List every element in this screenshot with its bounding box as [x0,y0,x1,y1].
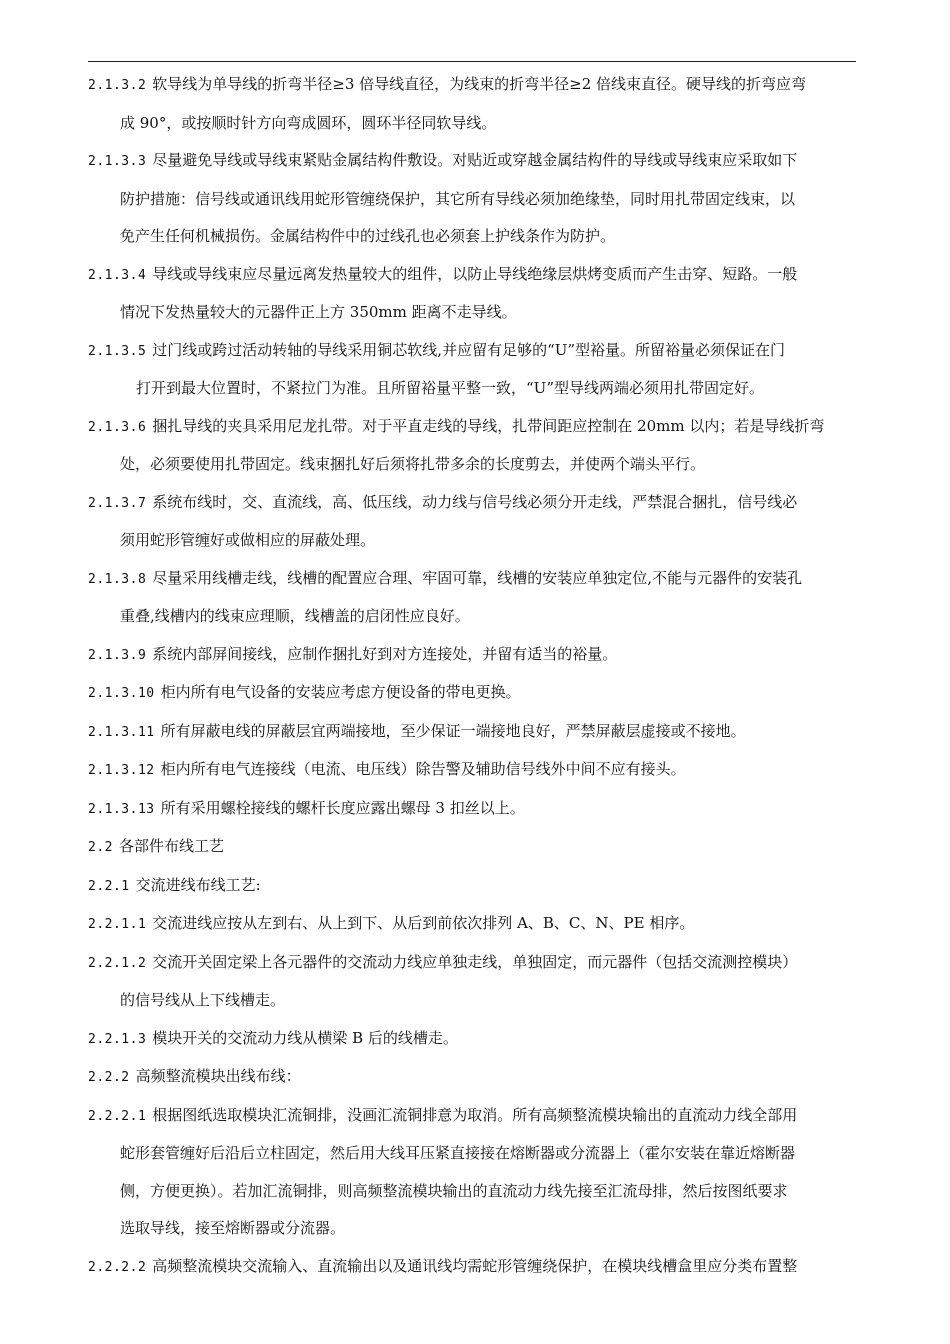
clause-text: 导线或导线束应尽量远离发热量较大的组件，以防止导线绝缘层烘烤变质而产生击穿、短路。一般 [152,264,798,283]
clause-text-continuation: 情况下发热量较大的元器件正上方 350mm 距离不走导线。 [120,303,517,321]
header-rule [88,61,856,62]
clause-2-1-3-6 [88,408,888,484]
clause-text: 软导线为单导线的折弯半径≥3 倍导线直径，为线束的折弯半径≥2 倍线束直径。硬导线的折弯应弯 [152,75,807,93]
clause-text-continuation: 重叠,线槽内的线束应理顺，线槽盖的启闭性应良好。 [120,607,470,625]
clause-2-2-1-2 [88,944,888,1020]
clause-text-continuation: 防护措施：信号线或通讯线用蛇形管缠绕保护，其它所有导线必须加绝缘垫，同时用扎带固定线束，以 [120,189,796,208]
clause-2-1-3-5 [88,332,888,408]
clause-number: 2.1.3.10 [88,686,155,701]
clause-2-2-2-1 [88,1097,888,1248]
clause-number: 2.2.1.3 [88,1031,147,1047]
clause-text: 所有采用螺栓接线的螺杆长度应露出螺母 3 扣丝以上。 [160,798,525,817]
clause-text-continuation: 处，必须要使用扎带固定。线束捆扎好后须将扎带多余的长度剪去，并使两个端头平行。 [120,455,706,473]
clause-text: 交流进线应按从左到右、从上到下、从后到前依次排列 A、B、C、N、PE 相序。 [152,914,695,932]
clause-number: 2.2.2.1 [88,1108,147,1124]
clause-2-2-2-2 [88,1248,888,1287]
clause-number: 2.2.1.1 [88,917,147,932]
clause-text-continuation: 侧，方便更换）。若加汇流铜排，则高频整流模块输出的直流动力线先接至汇流母排，然后按图纸要求 [120,1181,788,1200]
clause-text: 捆扎导线的夹具采用尼龙扎带。对于平直走线的导线，扎带间距应控制在 20mm 以内；若是导线折弯 [152,416,825,435]
clause-number: 2.1.3.5 [88,343,147,359]
clause-text: 尽量采用线槽走线，线槽的配置应合理、牢固可靠，线槽的安装应单独定位,不能与元器件的安装孔 [152,568,803,587]
clause-2-1-3-9 [88,636,888,675]
clause-number: 2.1.3.4 [88,267,147,283]
clause-number: 2.2.2 [88,1070,130,1085]
clause-text-continuation: 成 90°，或按顺时针方向弯成圆环，圆环半径同软导线。 [120,113,497,132]
clause-number: 2.1.3.11 [88,724,155,740]
clause-text-continuation: 的信号线从上下线槽走。 [120,991,286,1009]
clause-text: 过门线或跨过活动转轴的导线采用铜芯软线,并应留有足够的“U”型裕量。所留裕量必须保证在门 [152,340,786,359]
clause-text: 所有屏蔽电线的屏蔽层宜两端接地，至少保证一端接地良好，严禁屏蔽层虚接或不接地。 [160,721,746,740]
clause-number: 2.2.1.2 [88,955,147,971]
clause-text: 高频整流模块交流输入、直流输出以及通讯线均需蛇形管缠绕保护，在模块线槽盒里应分类布置整 [152,1256,798,1275]
clause-2-1-3-3 [88,142,888,256]
clause-number: 2.1.3.3 [88,154,147,169]
clause-2-1-3-2 [88,66,888,142]
clause-2-2-1-1 [88,905,888,944]
clause-text: 系统布线时，交、直流线，高、低压线，动力线与信号线必须分开走线，严禁混合捆扎，信号线必 [152,492,798,511]
clause-2-2-2 [88,1058,888,1097]
clause-number: 2.1.3.9 [88,647,147,663]
clause-number: 2.1.3.13 [88,801,155,817]
clause-number: 2.2.2.2 [88,1259,147,1275]
clause-2-1-3-8 [88,560,888,636]
clause-text: 系统内部屏间接线，应制作捆扎好到对方连接处，并留有适当的裕量。 [152,644,618,663]
clause-2-2-1 [88,867,888,906]
clause-text: 柜内所有电气连接线（电流、电压线）除告警及辅助信号线外中间不应有接头。 [160,760,686,778]
clause-text: 交流开关固定梁上各元器件的交流动力线应单独走线，单独固定，而元器件（包括交流测控模块） [152,952,798,971]
clause-text: 尽量避免导线或导线束紧贴金属结构件敷设。对贴近或穿越金属结构件的导线或导线束应采取如下 [152,151,798,169]
clause-2-2-1-3 [88,1020,888,1059]
clause-text: 交流进线布线工艺: [135,875,261,894]
clause-text: 柜内所有电气设备的安装应考虑方便设备的带电更换。 [160,683,521,701]
clause-number: 2.1.3.12 [88,763,155,778]
clause-text-continuation: 免产生任何机械损伤。金属结构件中的过线孔也必须套上护线条作为防护。 [120,227,616,245]
clause-2-2 [88,828,888,867]
clause-text: 各部件布线工艺 [118,837,224,855]
clause-number: 2.1.3.6 [88,419,147,435]
clause-number: 2.1.3.2 [88,78,147,93]
clause-text: 模块开关的交流动力线从横梁 B 后的线槽走。 [152,1028,458,1047]
clause-text: 根据图纸选取模块汇流铜排，没画汇流铜排意为取消。所有高频整流模块输出的直流动力线全部用 [152,1105,798,1124]
clause-text: 高频整流模块出线布线： [135,1067,301,1085]
clause-text-continuation: 须用蛇形管缠好或做相应的屏蔽处理。 [120,531,376,549]
clause-2-1-3-11 [88,713,888,752]
document-body [88,66,888,1286]
clause-2-1-3-7 [88,484,888,560]
clause-number: 2.2 [88,840,113,855]
clause-2-1-3-10 [88,674,888,713]
clause-text-continuation: 蛇形套管缠好后沿后立柱固定，然后用大线耳压紧直接接在熔断器或分流器上（霍尔安装在靠近熔断器 [120,1144,796,1162]
clause-number: 2.1.3.7 [88,495,147,511]
clause-number: 2.2.1 [88,878,130,894]
clause-number: 2.1.3.8 [88,571,147,587]
clause-2-1-3-13 [88,790,888,829]
clause-text-continuation: 选取导线，接至熔断器或分流器。 [120,1219,346,1237]
clause-2-1-3-12 [88,751,888,790]
clause-text-continuation: 打开到最大位置时，不紧拉门为准。且所留裕量平整一致，“U”型导线两端必须用扎带固定好。 [136,379,764,397]
clause-2-1-3-4 [88,256,888,332]
